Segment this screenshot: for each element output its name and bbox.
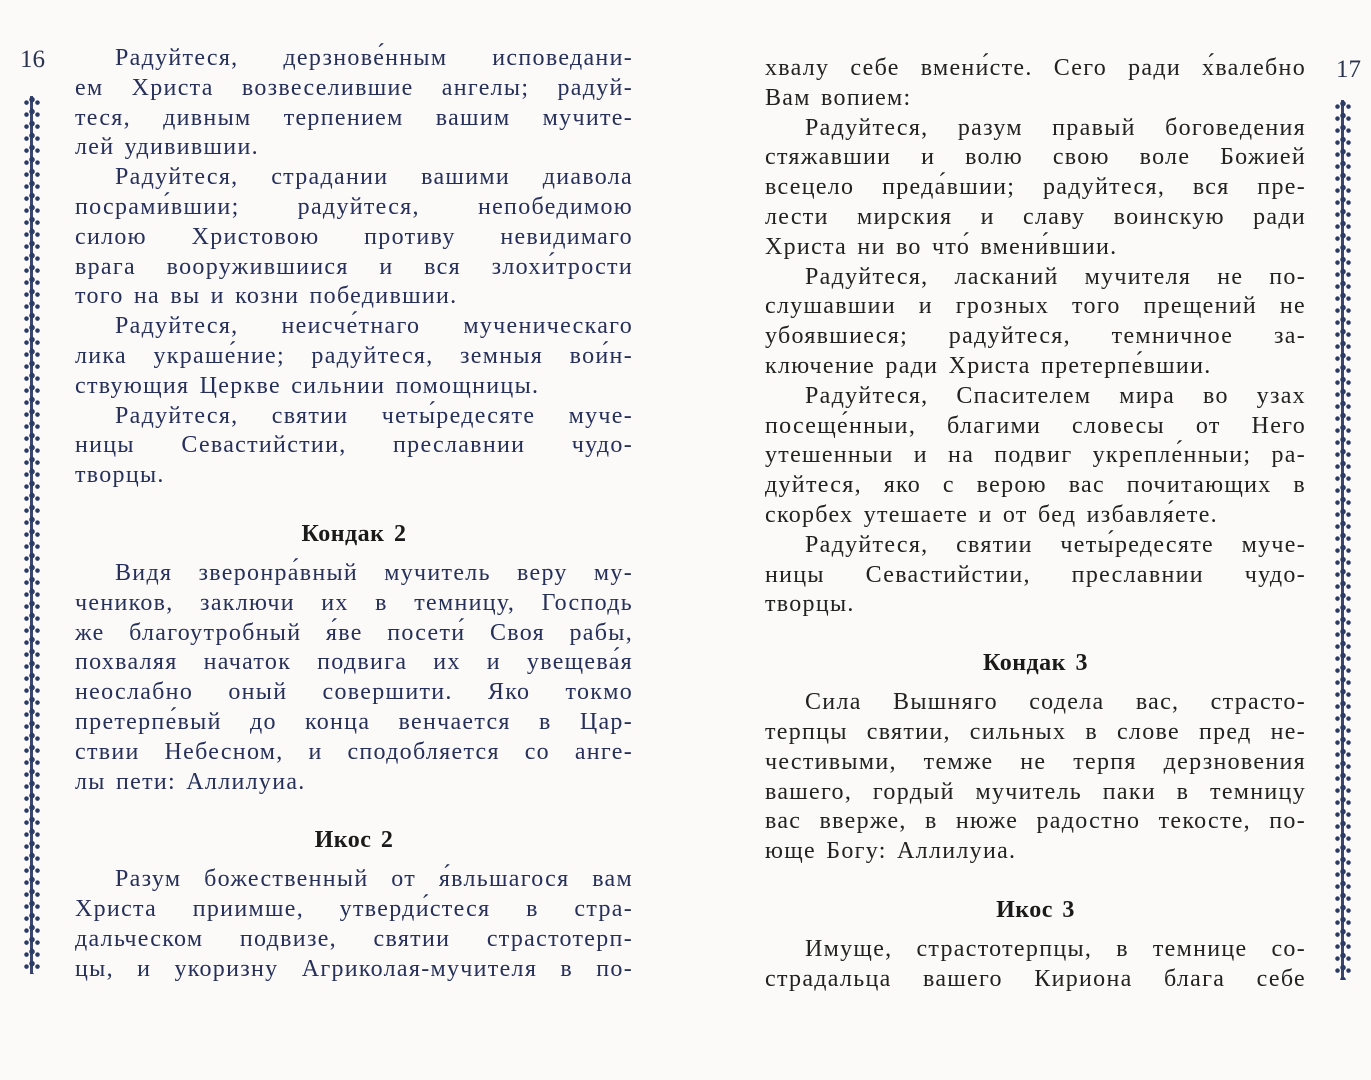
page-number-right: 17	[1336, 56, 1361, 83]
text-line: теся, дивным терпением вашим мучите-	[75, 104, 633, 131]
text-line: убоявшиеся; радуйтеся, темничное за-	[765, 323, 1306, 350]
text-line: ем Христа возвеселившие ангелы; радуй-	[75, 74, 633, 101]
text-line: Радуйтеся, святии четы́редесяте муче-	[115, 402, 633, 429]
text-line: творцы.	[75, 462, 165, 489]
text-line: творцы.	[765, 591, 855, 618]
text-line: слушавшии и грозных того прещений не	[765, 293, 1306, 320]
text-line: скорбех утешаете и от бед избавля́ете.	[765, 501, 1218, 528]
text-line: Радуйтеся, страдании вашими диавола	[115, 164, 633, 191]
text-line: лика украше́ние; радуйтеся, земныя вои́н-	[75, 342, 633, 369]
text-line: же благоутробный я́ве посети́ Своя рабы,	[75, 619, 633, 646]
text-line: силою Христовою противу невидимаго	[75, 223, 633, 250]
text-line: Радуйтеся, дерзнове́нным исповедани-	[115, 45, 633, 71]
text-line: страдальца вашего Кириона блага себе	[765, 965, 1306, 992]
text-line: ницы Севастийстии, преславнии чудо-	[75, 432, 633, 459]
text-line: Христа ни во что́ вмени́вшии.	[765, 233, 1118, 260]
text-line: честивыми, темже не терпя дерзновения	[765, 748, 1306, 775]
text-line: Имуще, страстотерпцы, в темнице со-	[805, 935, 1306, 962]
text-line: ницы Севастийстии, преславнии чудо-	[765, 561, 1306, 588]
text-line: того на вы и козни победившии.	[75, 283, 458, 310]
section-heading: Кондак 3	[982, 650, 1088, 677]
text-line: лей удивившии.	[75, 134, 259, 161]
text-line: терпцы святии, сильных в слове пред не-	[765, 718, 1306, 745]
text-line: дальческом подвизе, святии страстотерп-	[75, 925, 633, 952]
text-line: Видя зверонра́вный мучитель веру му-	[115, 559, 633, 586]
ornamental-border-left	[21, 96, 43, 974]
text-line: Сила Вышняго содела вас, страсто-	[805, 689, 1306, 716]
right-page-text	[765, 54, 1306, 995]
text-line: неослабно оный совершити. Яко токмо	[75, 679, 633, 706]
text-line: дуйтеся, яко с верою вас почитающих в	[765, 472, 1306, 499]
text-line: ствующия Церкве сильнии помощницы.	[75, 372, 540, 399]
text-line: ствии Небесном, и сподобляется со анге-	[75, 738, 633, 765]
text-line: всецело преда́вшии; радуйтеся, вся пре-	[765, 174, 1306, 201]
text-line: юще Богу: Аллилуиа.	[765, 838, 1017, 865]
text-line: Разум божественный от я́вльшагося вам	[115, 866, 633, 893]
text-line: хвалу себе вмени́сте. Сего ради х́валебно	[765, 55, 1306, 81]
text-line: Вам вопием:	[765, 84, 912, 111]
text-line: вашего, гордый мучитель паки в темницу	[765, 778, 1306, 805]
section-heading: Икос 2	[314, 827, 394, 854]
section-heading: Икос 3	[996, 896, 1075, 923]
text-line: цы, и укоризну Агриколая-мучителя в по-	[75, 955, 633, 982]
text-line: Христа приимше, утверди́стеся в стра-	[75, 896, 633, 923]
page-number-left: 16	[20, 46, 45, 73]
text-line: лы пети: Аллилуиа.	[75, 768, 306, 795]
text-line: посрами́вшии; радуйтеся, непобедимою	[75, 193, 633, 220]
ornamental-border-right	[1332, 100, 1354, 980]
text-line: Радуйтеся, неисче́тнаго мученическаго	[115, 313, 633, 340]
text-line: ключение ради Христа претерпе́вшии.	[765, 352, 1212, 379]
left-page-text	[75, 44, 633, 985]
text-line: лести мирския и славу воинскую ради	[765, 203, 1306, 230]
text-line: Радуйтеся, ласканий мучителя не по-	[805, 263, 1306, 290]
text-line: вас вверже, в нюже радостно текосте, по-	[765, 808, 1306, 835]
text-line: посеще́нныи, благими словесы от Него	[765, 412, 1306, 439]
section-heading: Кондак 2	[301, 520, 407, 547]
text-line: утешенныи и на подвиг укрепле́нныи; ра-	[765, 442, 1306, 469]
text-line: Радуйтеся, Спасителем мира во узах	[805, 382, 1306, 409]
text-line: чеников, заключи их в темницу, Господь	[75, 589, 633, 616]
text-line: Радуйтеся, разум правый боговедения	[805, 114, 1306, 141]
text-line: врага вооружившиися и вся злохи́трости	[75, 253, 633, 280]
text-line: претерпе́вый до конца венчается в Цар-	[75, 708, 633, 735]
text-line: стяжавшии и волю свою воле Божией	[765, 144, 1306, 171]
text-line: похваляя начаток подвига их и увещева́я	[75, 649, 633, 676]
text-line: Радуйтеся, святии четы́редесяте муче-	[805, 531, 1306, 558]
